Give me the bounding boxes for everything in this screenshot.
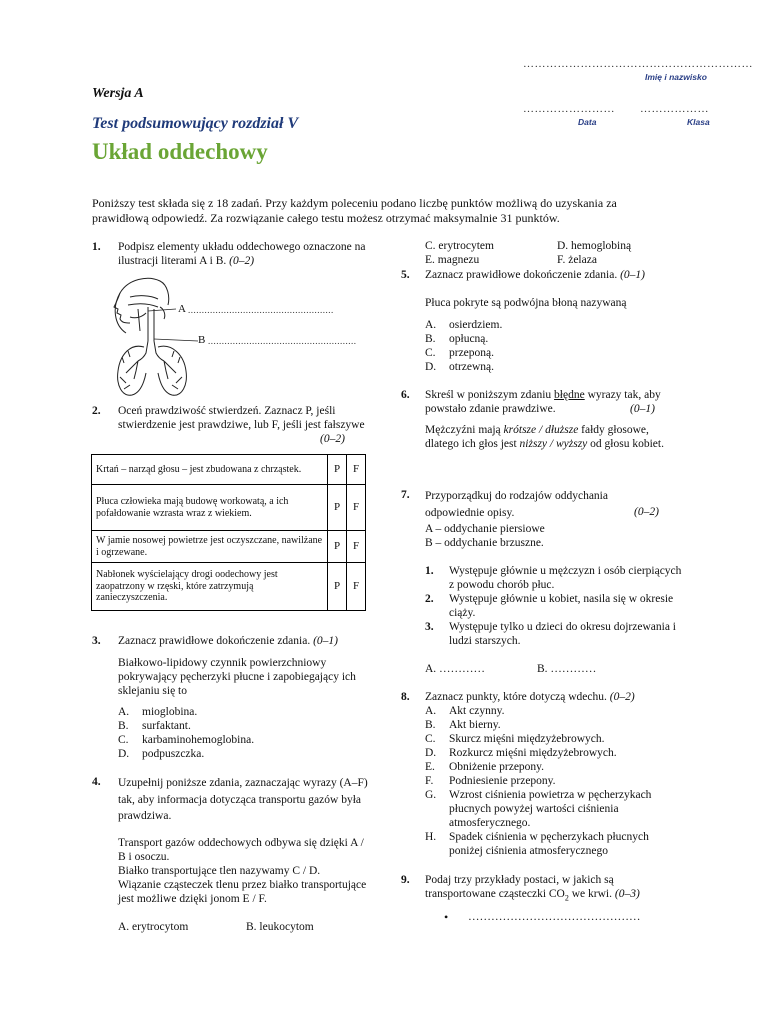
false-option-2[interactable]: F (347, 485, 366, 531)
q3-options (118, 705, 368, 761)
q5-number: 5. (401, 269, 410, 281)
q7-answer-b[interactable]: B. ………… (537, 663, 597, 675)
q8-text: Zaznacz punkty, które dotyczą wdechu. (425, 691, 607, 703)
true-false-table (91, 454, 366, 611)
q8-option-g[interactable]: G. Wzrost ciśnienia powietrza w pęcherzykach płucnych powyżej wartości ciśnienia atmosferycznego. (425, 789, 652, 829)
q9-question: Podaj trzy przykłady postaci, w jakich są transportowane cząsteczki $CO_2$ we krwi. (0–3) (425, 874, 640, 903)
q3-stem: Białkowo-lipidowy czynnik powierzchniowy pokrywający pęcherzyki płucne i zapobiegający ich sklejaniu się to (118, 657, 356, 697)
q3-number: 3. (92, 635, 101, 647)
name-field[interactable]: …………………………………………………… (523, 58, 753, 70)
q1-text: Podpisz elementy układu oddechowego oznaczone na ilustracji literami A i B. (118, 241, 366, 267)
q5-option-b[interactable]: B. opłucną. (425, 333, 489, 345)
q5-option-c[interactable]: C. przeponą. (425, 347, 495, 359)
q7-item-1: 1. Występuje głównie u mężczyzn i osób cierpiących z powodu chorób płuc. (425, 565, 682, 591)
q2-question (118, 404, 368, 432)
q9-bullet-icon: • (444, 910, 449, 924)
q8-option-b[interactable]: B. Akt bierny. (425, 719, 501, 731)
q4-option-d[interactable]: D. hemoglobiną (557, 240, 632, 252)
statement-4: Nabłonek wyścielający drogi oodechowy jest zaopatrzony w rzęski, które zatrzymują zanieczyszczenia. (92, 563, 328, 611)
q1-answer-a[interactable]: ..................................................... (188, 305, 334, 315)
q2-number: 2. (92, 405, 101, 417)
q1-number: 1. (92, 241, 101, 253)
q8-options (425, 704, 683, 858)
q3-question (118, 634, 378, 648)
class-label: Klasa (687, 117, 710, 127)
q4-sentences (118, 836, 368, 906)
q7-descriptions (425, 564, 685, 648)
false-option-1[interactable]: F (347, 455, 366, 485)
table-row (92, 485, 366, 531)
q9-subscript: 2 (564, 893, 569, 903)
q8-points: (0–2) (609, 691, 635, 703)
q5-stem: Płuca pokryte są podwójna błoną nazywaną (425, 297, 627, 309)
q6-number: 6. (401, 389, 410, 401)
q8-option-h[interactable]: H. Spadek ciśnienia w pęcherzykach płucnych poniżej ciśnienia atmosferycznego (425, 831, 649, 857)
q6-choice-pitch[interactable]: niższy / wyższy (519, 438, 588, 450)
q8-option-e[interactable]: E. Obniżenie przepony. (425, 761, 545, 773)
statement-3: W jamie nosowej powietrze jest oczyszczane, nawilżane i ogrzewane. (92, 531, 328, 563)
class-field[interactable]: ……………… (640, 103, 709, 115)
q4-sentence-3: Wiązanie cząsteczek tlenu przez białko transportujące jest możliwe dzięki jonom E / F. (118, 879, 367, 905)
table-row (92, 455, 366, 485)
q5-text: Zaznacz prawidłowe dokończenie zdania. (425, 269, 618, 281)
true-option-3[interactable]: P (328, 531, 347, 563)
q3-option-b[interactable]: B. surfaktant. (118, 720, 191, 732)
q3-text: Zaznacz prawidłowe dokończenie zdania. (118, 635, 311, 647)
statement-1: Krtań – narząd głosu – jest zbudowana z chrząstek. (92, 455, 328, 485)
table-row (92, 531, 366, 563)
q7-item-2: 2. Występuje głównie u kobiet, nasila się w okresie ciąży. (425, 593, 674, 619)
q3-points: (0–1) (313, 635, 339, 647)
q9-points: (0–3) (614, 888, 640, 900)
q7-points: (0–2) (634, 506, 659, 518)
q5-option-a[interactable]: A. osierdziem. (425, 319, 503, 331)
q2-text: Oceń prawdziwość stwierdzeń. Zaznacz P, jeśli stwierdzenie jest prawdziwe, lub F, jeśli jest fałszywe (118, 405, 365, 431)
q7-item-3: 3. Występuje tylko u dzieci do okresu dojrzewania i ludzi starszych. (425, 621, 677, 647)
name-label: Imię i nazwisko (645, 72, 707, 82)
q7-answer-a[interactable]: A. ………… (425, 663, 486, 675)
q2-points: (0–2) (320, 433, 345, 445)
q6-choice-length[interactable]: krótsze / dłuższe (503, 424, 579, 436)
date-label: Data (578, 117, 597, 127)
q4-option-e[interactable]: E. magnezu (425, 254, 480, 266)
q8-option-f[interactable]: F. Podniesienie przepony. (425, 775, 556, 787)
q7-text: Przyporządkuj do rodzajów oddychania odpowiednie opisy. (425, 490, 608, 519)
q5-question (425, 268, 695, 282)
page-title: Układ oddechowy (92, 139, 268, 164)
q6-underlined-word: błędne (554, 389, 585, 401)
q8-option-a[interactable]: A. Akt czynny. (425, 705, 505, 717)
q5-option-d[interactable]: D. otrzewną. (425, 361, 495, 373)
q6-question: Skreśl w poniższym zdaniu błędne wyrazy tak, aby powstało zdanie prawdziwe. (425, 389, 661, 415)
q9-answer-line-1[interactable]: ……………………………………… (468, 911, 641, 923)
true-option-2[interactable]: P (328, 485, 347, 531)
q3-option-a[interactable]: A. mioglobina. (118, 706, 198, 718)
q8-question (425, 690, 695, 704)
intro-text: Poniższy test składa się z 18 zadań. Przy każdym poleceniu podano liczbę punktów możliwą do uzyskania za prawidłową odpowiedź. Za rozwiązanie całego testu możesz otrzymać maksymalnie 31 punktów. (92, 196, 617, 225)
q6-points: (0–1) (630, 403, 655, 415)
q1-label-a: A (178, 303, 186, 315)
false-option-3[interactable]: F (347, 531, 366, 563)
q5-points: (0–1) (620, 269, 646, 281)
false-option-4[interactable]: F (347, 563, 366, 611)
q4-option-f[interactable]: F. żelaza (557, 254, 597, 266)
q7-type-b: B – oddychanie brzuszne. (425, 537, 544, 549)
q7-number: 7. (401, 489, 410, 501)
q4-option-a[interactable]: A. erytrocytom (118, 921, 189, 933)
q4-sentence-1: Transport gazów oddechowych odbywa się dzięki A / B i osoczu. (118, 837, 364, 863)
q3-option-c[interactable]: C. karbaminohemoglobina. (118, 734, 255, 746)
q1-label-b: B (198, 334, 206, 346)
q4-option-b[interactable]: B. leukocytom (246, 921, 314, 933)
q1-points: (0–2) (229, 255, 255, 267)
q8-option-c[interactable]: C. Skurcz mięśni międzyżebrowych. (425, 733, 605, 745)
q6-sentence: Mężczyźni mają krótsze / dłuższe fałdy głosowe, dlatego ich głos jest niższy / wyższy od głosu kobiet. (425, 424, 664, 450)
q8-option-d[interactable]: D. Rozkurcz mięśni międzyżebrowych. (425, 747, 617, 759)
version-label: Wersja A (92, 86, 144, 101)
statement-2: Płuca człowieka mają budowę workowatą, a ich pofałdowanie wzrasta wraz z wiekiem. (92, 485, 328, 531)
q5-options (425, 318, 675, 374)
q4-text: Uzupełnij poniższe zdania, zaznaczając wyrazy (A–F) tak, aby informacja dotycząca transportu gazów była prawdziwa. (118, 777, 368, 822)
q7-type-a: A – oddychanie piersiowe (425, 523, 545, 535)
true-option-1[interactable]: P (328, 455, 347, 485)
date-field[interactable]: …………………… (523, 103, 615, 115)
test-subtitle: Test podsumowujący rozdział V (92, 115, 299, 132)
q1-answer-b[interactable]: ...................................................... (208, 336, 357, 346)
q8-number: 8. (401, 691, 410, 703)
q4-sentence-2: Białko transportujące tlen nazywamy C / D. (118, 865, 321, 877)
q3-option-d[interactable]: D. podpuszczka. (118, 748, 205, 760)
true-option-4[interactable]: P (328, 563, 347, 611)
q1-question (118, 240, 368, 268)
q4-option-c[interactable]: C. erytrocytem (425, 240, 494, 252)
q4-number: 4. (92, 776, 101, 788)
q9-number: 9. (401, 874, 410, 886)
table-row (92, 563, 366, 611)
